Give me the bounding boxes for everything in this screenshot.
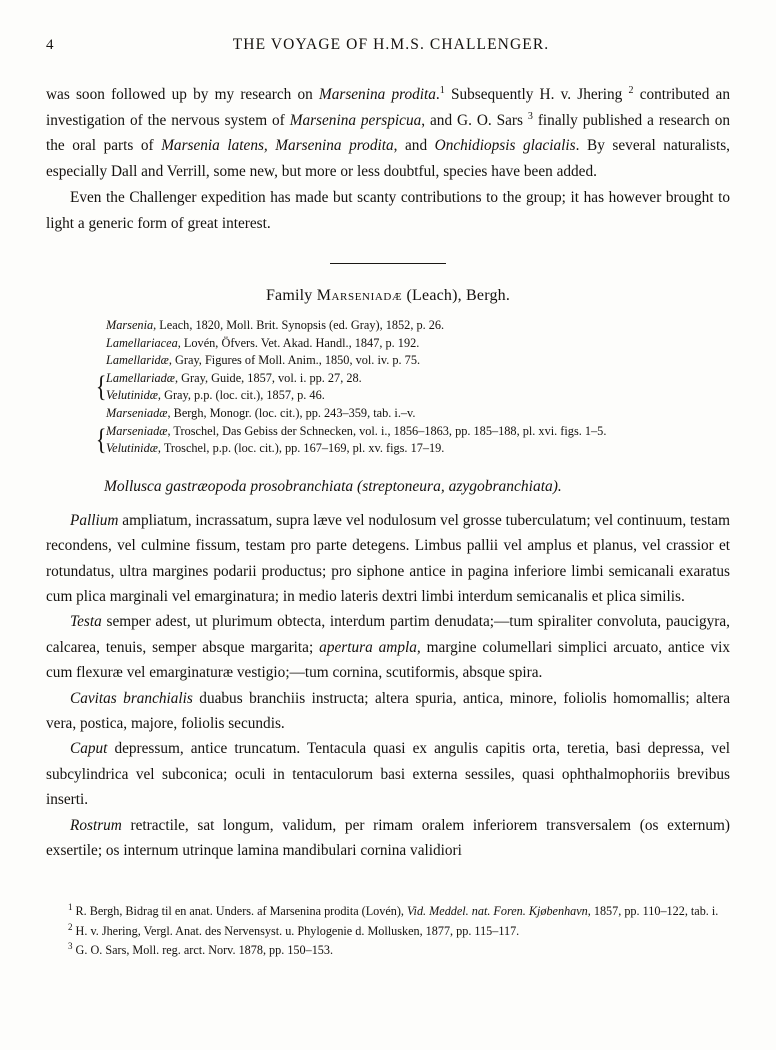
reference-citation: , Bergh, Monogr. (loc. cit.), pp. 243–359, tab. i.–v. [167, 405, 416, 420]
page-number: 4 [46, 37, 54, 53]
reference-entry [106, 370, 730, 388]
footnote-area [46, 902, 730, 961]
footnote-marker: 1 [68, 901, 73, 912]
footnote-ref-1: 1 [439, 84, 445, 96]
family-prefix: Family [265, 287, 317, 304]
family-heading [46, 287, 730, 305]
reference-citation: , Troschel, p.p. (loc. cit.), pp. 167–169, pl. xv. figs. 17–19. [157, 441, 445, 456]
reference-taxon: Lamellariacea [106, 335, 178, 350]
description-lead-term: Rostrum [70, 816, 122, 834]
description-italic-mid: apertura ampla, [319, 638, 421, 656]
reference-entry [106, 387, 730, 405]
p1-seg-g: , and [393, 137, 435, 154]
reference-citation: , Gray, p.p. (loc. cit.), 1857, p. 46. [157, 388, 325, 403]
p1-seg-b: . [435, 86, 440, 103]
section-divider [330, 263, 446, 264]
p1-seg-d: contributed an investigation of the nervous system of [46, 86, 730, 129]
description-text: depressum, antice truncatum. Tentacula quasi ex angulis capitis orta, teretia, basi depressa, vel subcylindrica vel subconica; oculi in tentaculorum basi externa sessiles, quasi ophthalmophoriis brevibus inserti. [46, 740, 730, 809]
footnote [46, 941, 730, 960]
description-text: retractile, sat longum, validum, per rimam oralem inferiorem transversalem (os externum) exsertile; os internum utrinque lamina mandibulari cornina validiori [46, 816, 730, 860]
footnote-text: G. O. Sars, Moll. reg. arct. Norv. 1878, pp. 150–153. [72, 943, 334, 958]
reference-entry [106, 440, 730, 458]
reference-taxon: Marseniadæ [106, 405, 168, 420]
description-paragraph [46, 609, 730, 685]
reference-taxon: Marseniadæ [106, 423, 168, 438]
description-paragraph [46, 736, 730, 812]
reference-citation: , Gray, Guide, 1857, vol. i. pp. 27, 28. [175, 370, 362, 385]
p1-italic-4: Onchidiopsis glacialis [434, 137, 576, 154]
p1-italic-1: Marsenina prodita [318, 86, 436, 103]
description-block [46, 508, 730, 864]
p1-seg-h: . By several naturalists, especially Dall and Verrill, some new, but more or less doubtful, species have been added. [46, 137, 731, 180]
p1-seg-a: was soon followed up by my research on [46, 86, 319, 103]
intro-text [46, 82, 730, 236]
page-content [46, 36, 730, 863]
taxon-classification-line: Mollusca gastræopoda prosobranchiata (streptoneura, azygobranchiata). [104, 477, 562, 495]
description-lead-term: Testa [70, 613, 102, 631]
description-text: ampliatum, incrassatum, supra læve vel nodulosum vel grosse tuberculatum; vel continuum, testam recondens, vel culmine fissum, testam pro parte detegens. Limbus pallii vel amplus et planus, vel crassior et rotundatus, ultra margines podarii productus; pro siphone antice in pagina inferiore limbi semicanali exaratus cum plica marginali vel emarginatura; in medio lateris dextri limbi interdum semicanalis et plica similis. [46, 511, 730, 605]
footnote [46, 922, 730, 941]
footnote-marker: 2 [68, 921, 73, 932]
p1-seg-e: , and G. O. Sars [421, 111, 528, 129]
running-head: THE VOYAGE OF H.M.S. CHALLENGER. [232, 36, 550, 53]
reference-entry [46, 405, 730, 423]
p1-seg-c: Subsequently H. v. Jhering [444, 86, 629, 103]
description-text: semper adest, ut plurimum obtecta, interdum partim denudata;—tum spiraliter convoluta, paucigyra, calcarea, tenuis, semper absque margarita; [46, 613, 730, 656]
footnote-text-2: , 1857, pp. 110–122, tab. i. [587, 904, 719, 918]
footnote-marker: 3 [68, 941, 73, 952]
page-header [46, 36, 730, 62]
reference-citation: , Troschel, Das Gebiss der Schnecken, vol. i., 1856–1863, pp. 185–188, pl. xvi. figs. 1–5. [167, 423, 607, 438]
description-lead-term: Pallium [70, 511, 119, 529]
synonymy-list [46, 317, 730, 458]
p1-italic-2: Marsenina perspicua [289, 111, 422, 129]
paragraph-1 [46, 82, 730, 184]
description-lead-term: Cavitas branchialis [70, 689, 193, 707]
reference-entry [46, 317, 730, 335]
family-name: Marseniadæ [316, 287, 403, 304]
footnote-ref-2: 2 [628, 84, 634, 96]
reference-group-braced: { Marseniadæ, Troschel, Das Gebiss der Schnecken, vol. i., 1856–1863, pp. 185–188, pl. xvi. figs. 1–5. Velutinidæ, Troschel, p.p. (loc. cit.), pp. 167–169, pl. xv. figs. 17–19. [46, 423, 730, 458]
reference-citation: , Gray, Figures of Moll. Anim., 1850, vol. iv. p. 75. [168, 353, 421, 368]
description-paragraph [46, 686, 730, 737]
reference-taxon: Velutinidæ [106, 388, 158, 403]
family-suffix: (Leach), Bergh. [402, 287, 511, 304]
description-paragraph [46, 508, 730, 610]
reference-entry [106, 423, 730, 441]
reference-group-braced: { Lamellariadæ, Gray, Guide, 1857, vol. i. pp. 27, 28. Velutinidæ, Gray, p.p. (loc. cit.), 1857, p. 46. [46, 370, 730, 405]
reference-taxon: Lamellaridæ [106, 353, 169, 368]
reference-entry [46, 335, 730, 353]
description-text: duabus branchiis instructa; altera spuria, antica, minore, foliolis homomallis; altera vera, postica, majore, foliolis secundis. [46, 689, 730, 732]
reference-taxon: Marsenia [106, 318, 154, 332]
footnote [46, 902, 730, 921]
p1-seg-f: finally published a research on the oral parts of [46, 111, 730, 154]
description-text-2: margine columellari simplici arcuato, antice vix cum flexuræ vel emarginaturæ vestigio;—tum cornina, scutiformis, absque spira. [46, 638, 730, 682]
reference-citation: , Lovén, Öfvers. Vet. Akad. Handl., 1847, p. 192. [177, 335, 420, 350]
footnote-text: H. v. Jhering, Vergl. Anat. des Nervensyst. u. Phylogenie d. Mollusken, 1877, pp. 115–117. [72, 923, 520, 938]
footnote-ref-3: 3 [527, 110, 533, 122]
reference-taxon: Lamellariadæ [106, 370, 176, 385]
reference-citation: , Leach, 1820, Moll. Brit. Synopsis (ed. Gray), 1852, p. 26. [153, 318, 445, 332]
footnote-text: R. Bergh, Bidrag til en anat. Unders. af Marsenina prodita (Lovén), [72, 904, 408, 918]
paragraph-2: Even the Challenger expedition has made but scanty contributions to the group; it has however brought to light a generic form of great interest. [46, 189, 730, 232]
reference-taxon: Velutinidæ [106, 441, 158, 456]
reference-entry [46, 352, 730, 370]
p1-italic-3: Marsenia latens, Marsenina prodita [161, 137, 394, 154]
footnote-italic: Vid. Meddel. nat. Foren. Kjøbenhavn [407, 904, 588, 918]
description-paragraph [46, 813, 730, 864]
description-lead-term: Caput [70, 740, 108, 758]
